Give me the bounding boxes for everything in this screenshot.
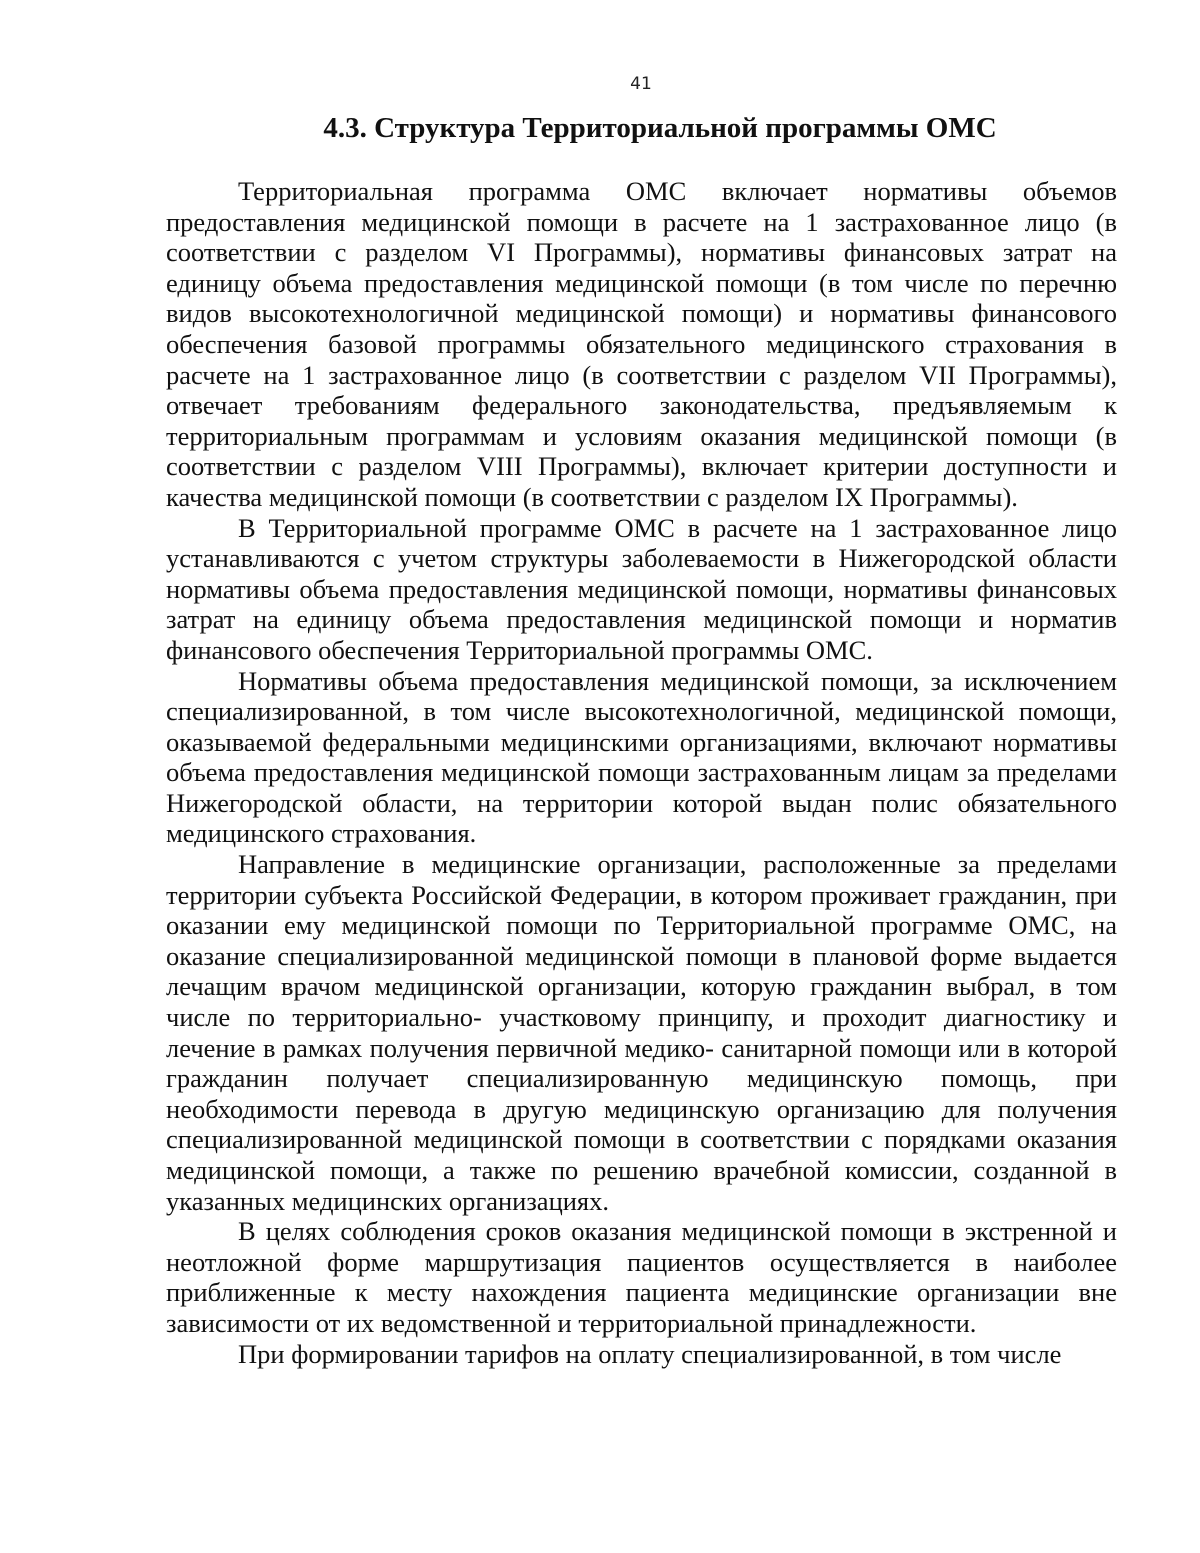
section-heading: 4.3. Структура Территориальной программы ОМС [323, 112, 997, 144]
paragraph: При формировании тарифов на оплату специализированной, в том числе [238, 1338, 1062, 1369]
page-number: 41 [630, 74, 652, 94]
body-text [166, 176, 1117, 1369]
paragraph: В целях соблюдения сроков оказания медицинской помощи в экстренной и неотложной форме маршрутизация пациентов осуществляется в наиболее приближенные к месту нахождения пациента медицинские организации вне зависимости от их ведомственной и территориальной принадлежности. [166, 1216, 1117, 1338]
paragraph: В Территориальной программе ОМС в расчете на 1 застрахованное лицо устанавливаются с учетом структуры заболеваемости в Нижегородской области нормативы объема предоставления медицинской помощи, нормативы финансовых затрат на единицу объема предоставления медицинской помощи и норматив финансового обеспечения Территориальной программы ОМС. [166, 512, 1117, 665]
paragraph: Территориальная программа ОМС включает нормативы объемов предоставления медицинской помощи в расчете на 1 застрахованное лицо (в соответствии с разделом VI Программы), нормативы финансовых затрат на единицу объема предоставления медицинской помощи (в том числе по перечню видов высокотехнологичной медицинской помощи) и нормативы финансового обеспечения базовой программы обязательного медицинского страхования в расчете на 1 застрахованное лицо (в соответствии с разделом VII Программы), отвечает требованиям федерального законодательства, предъявляемым к территориальным программам и условиям оказания медицинской помощи (в соответствии с разделом VIII Программы), включает критерии доступности и качества медицинской помощи (в соответствии с разделом IX Программы). [166, 176, 1117, 512]
paragraph: Направление в медицинские организации, расположенные за пределами территории субъекта Российской Федерации, в котором проживает гражданин, при оказании ему медицинской помощи по Территориальной программе ОМС, на оказание специализированной медицинской помощи в плановой форме выдается лечащим врачом медицинской организации, которую гражданин выбрал, в том числе по территориально- участковому принципу, и проходит диагностику и лечение в рамках получения первичной медико- санитарной помощи или в которой гражданин получает специализированную медицинскую помощь, при необходимости перевода в другую медицинскую организацию для получения специализированной медицинской помощи в соответствии с порядками оказания медицинской помощи, а также по решению врачебной комиссии, созданной в указанных медицинских организациях. [166, 849, 1117, 1216]
paragraph: Нормативы объема предоставления медицинской помощи, за исключением специализированной, в том числе высокотехнологичной, медицинской помощи, оказываемой федеральными медицинскими организациями, включают нормативы объема предоставления медицинской помощи застрахованным лицам за пределами Нижегородской области, на территории которой выдан полис обязательного медицинского страхования. [166, 665, 1117, 849]
